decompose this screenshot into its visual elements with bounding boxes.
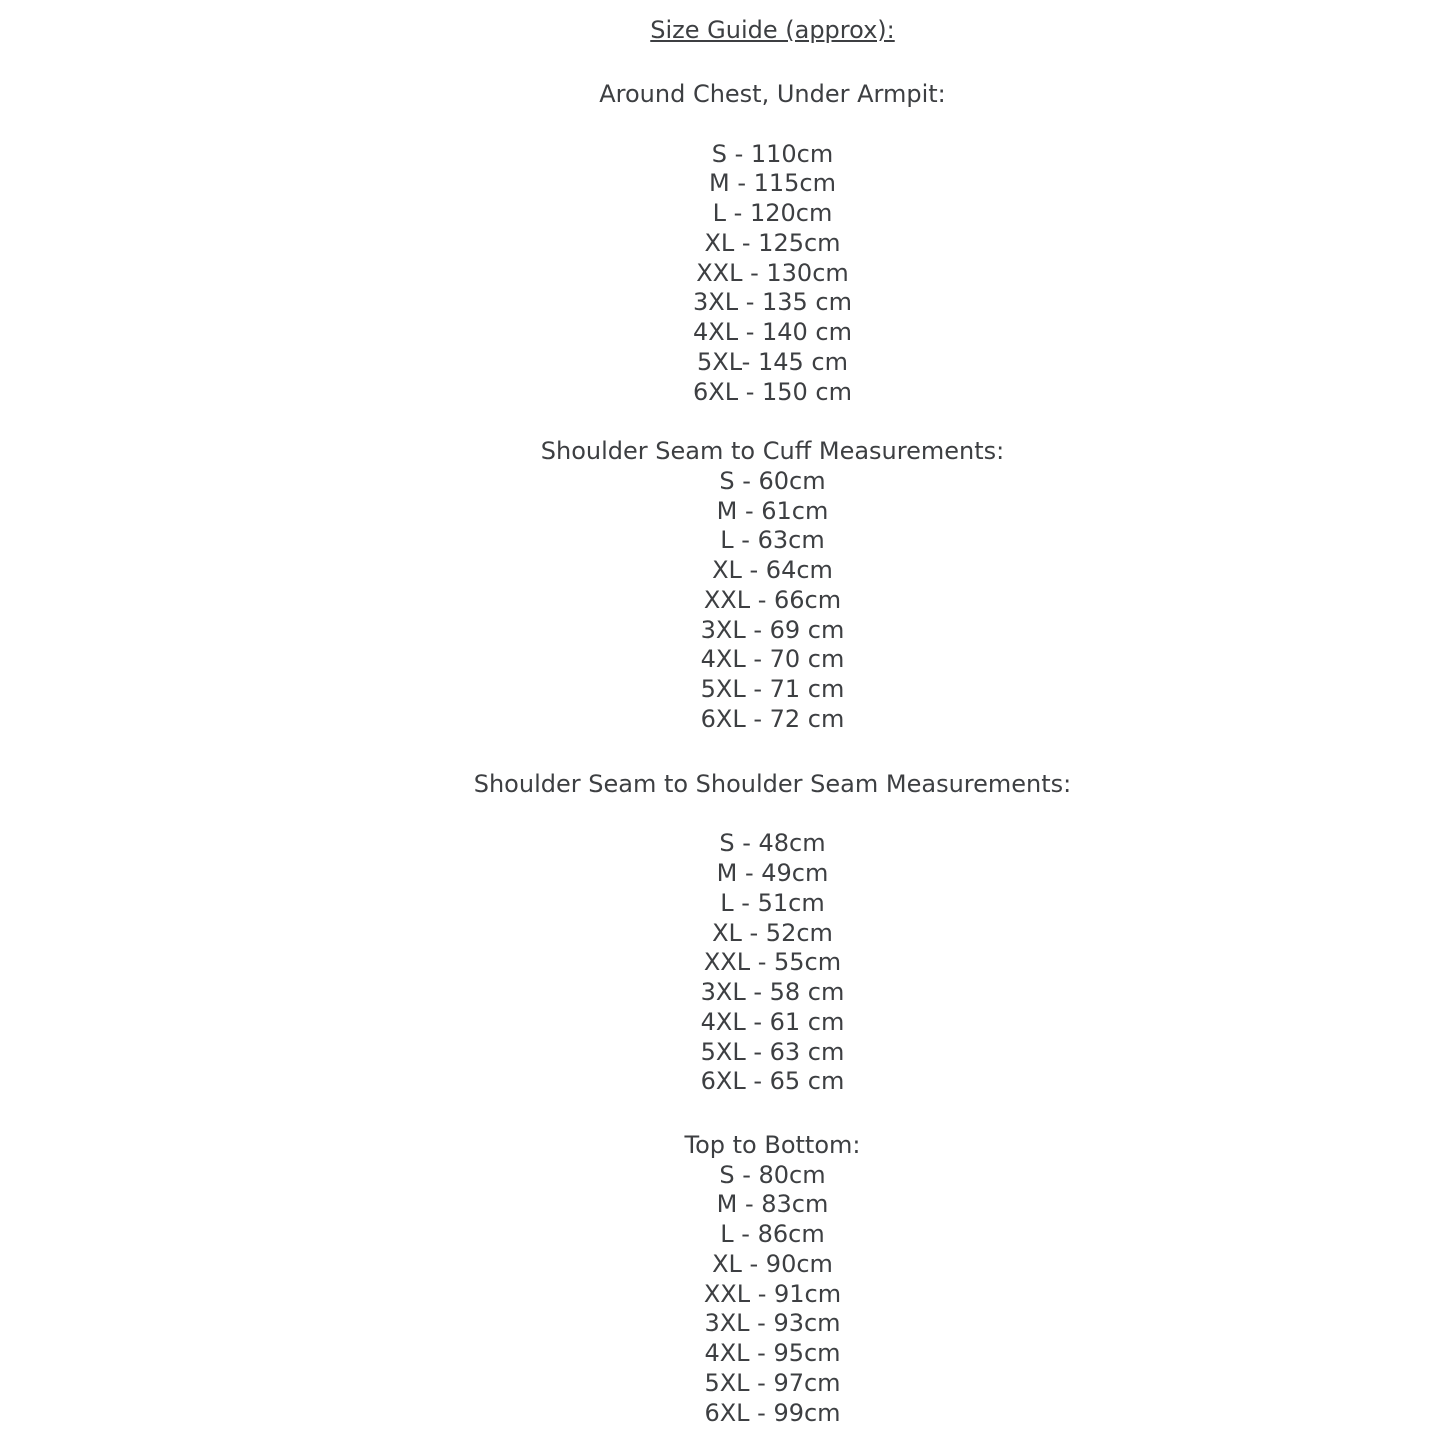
size-line: XXL - 66cm	[703, 585, 842, 614]
size-line: M - 61cm	[716, 496, 829, 525]
size-line: S - 60cm	[719, 466, 826, 495]
size-line: 6XL - 99cm	[704, 1398, 841, 1427]
section-header: Shoulder Seam to Shoulder Seam Measurements:	[473, 769, 1072, 798]
section-header: Top to Bottom:	[684, 1130, 861, 1159]
size-line: 6XL - 72 cm	[700, 704, 845, 733]
section-header: Around Chest, Under Armpit:	[599, 80, 946, 108]
size-line: S - 110cm	[711, 139, 834, 168]
page-title: Size Guide (approx):	[650, 16, 895, 44]
size-line: XL - 52cm	[712, 918, 833, 947]
size-line: 3XL - 135 cm	[692, 288, 852, 317]
size-line: XXL - 130cm	[696, 258, 849, 287]
section-header: Shoulder Seam to Cuff Measurements:	[540, 437, 1005, 465]
size-line: 5XL - 97cm	[704, 1368, 841, 1397]
size-list	[100, 140, 1445, 408]
size-line: M - 115cm	[708, 169, 836, 198]
size-line: L - 86cm	[720, 1220, 825, 1248]
size-sections	[100, 76, 1445, 1429]
size-line: XL - 125cm	[704, 228, 841, 257]
size-line: 5XL- 145 cm	[697, 347, 848, 376]
size-line: XXL - 91cm	[703, 1279, 842, 1308]
size-line: 3XL - 93cm	[704, 1309, 841, 1338]
size-section	[100, 76, 1445, 408]
size-line: XXL - 55cm	[703, 948, 842, 977]
size-line: 6XL - 150 cm	[692, 377, 852, 406]
size-list	[100, 829, 1445, 1097]
size-line: L - 63cm	[720, 526, 825, 555]
size-line: L - 51cm	[720, 888, 825, 917]
size-line: L - 120cm	[712, 199, 833, 227]
size-section	[100, 407, 1445, 734]
size-section	[100, 1097, 1445, 1428]
size-line: S - 80cm	[719, 1160, 826, 1189]
size-line: 6XL - 65 cm	[700, 1067, 845, 1096]
size-list	[100, 467, 1445, 735]
size-line: M - 49cm	[716, 859, 829, 887]
size-section	[100, 735, 1445, 1098]
size-line: 5XL - 63 cm	[700, 1037, 845, 1066]
size-line: 4XL - 61 cm	[700, 1007, 845, 1036]
size-line: 3XL - 58 cm	[700, 978, 845, 1006]
size-line: 5XL - 71 cm	[700, 675, 845, 703]
size-list	[100, 1161, 1445, 1429]
size-line: M - 83cm	[716, 1190, 829, 1219]
size-line: S - 48cm	[719, 829, 826, 858]
size-line: XL - 64cm	[712, 556, 833, 584]
size-line: XL - 90cm	[712, 1249, 833, 1278]
size-line: 3XL - 69 cm	[700, 615, 845, 644]
size-line: 4XL - 70 cm	[700, 645, 845, 674]
size-line: 4XL - 95cm	[704, 1339, 841, 1367]
size-line: 4XL - 140 cm	[692, 318, 852, 346]
